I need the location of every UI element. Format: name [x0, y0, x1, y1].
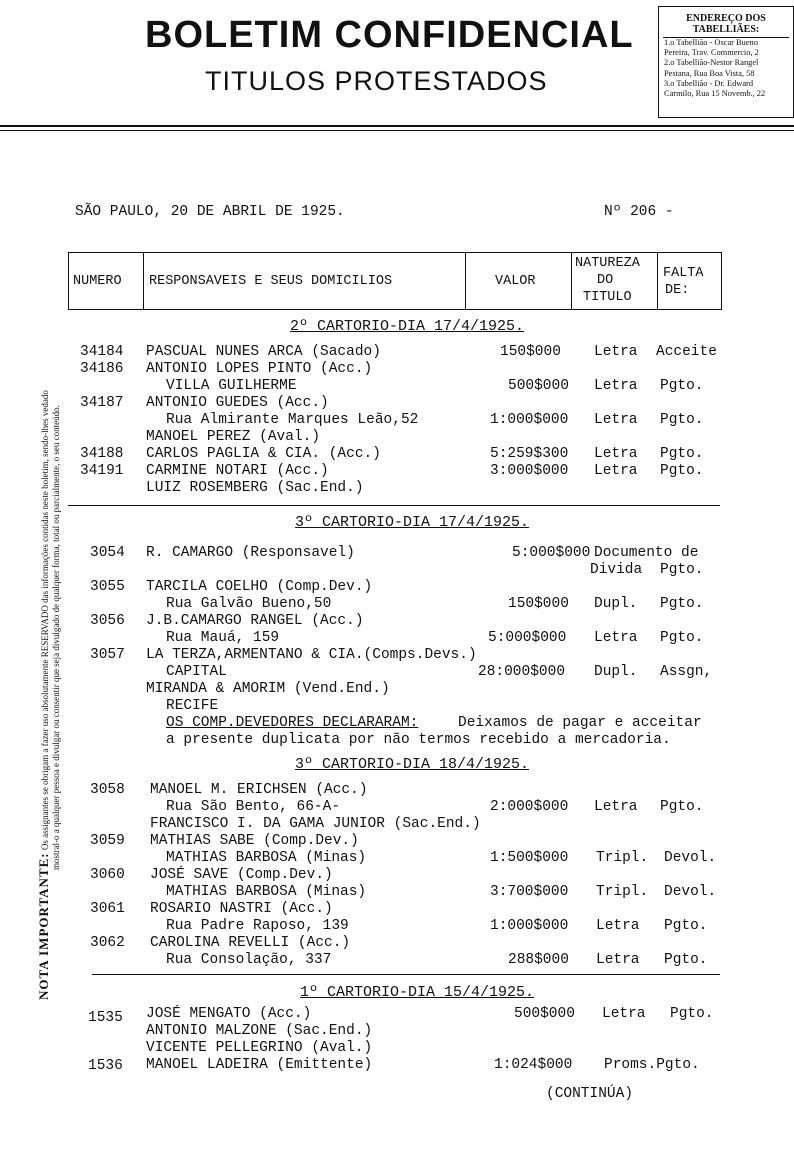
section-heading: 2º CARTORIO-DIA 17/4/1925.	[290, 318, 525, 335]
entry-missing: Pgto.	[660, 562, 704, 578]
entry-nature: Letra	[594, 446, 638, 462]
entry-nature: Letra	[594, 344, 638, 360]
notary-address-box	[658, 6, 794, 118]
entry-responsible: CARMINE NOTARI (Acc.)	[146, 463, 329, 479]
col-natureza-label-1: NATUREZA	[575, 256, 640, 271]
entry-nature: Letra	[596, 918, 640, 934]
col-falta-label-1: FALTA	[663, 266, 704, 281]
entry-missing: Pgto.	[670, 1006, 714, 1022]
entry-address: MATHIAS BARBOSA (Minas)	[166, 884, 367, 900]
entry-responsible: JOSÉ SAVE (Comp.Dev.)	[150, 867, 333, 883]
entry-number: 3061	[90, 901, 125, 917]
entry-responsible: VICENTE PELLEGRINO (Aval.)	[146, 1040, 373, 1056]
entry-number: 3062	[90, 935, 125, 951]
entry-number: 1535	[88, 1010, 123, 1026]
side-note-text-1: Os assignantes se obrigam a fazer uso absolutamente RESERVADO das informações contidas neste boletim, sendo-lhes vedado	[40, 390, 50, 851]
entry-address: CAPITAL	[166, 664, 227, 680]
col-natureza	[571, 253, 658, 309]
address-line: 1.o Tabellião - Oscar Bueno	[664, 38, 758, 47]
bulletin-subtitle: TITULOS PROTESTADOS	[205, 66, 548, 96]
side-note-text-2: mostral-o a qualquer pessoa e divulgar ou consentir que seja divulgado de qualquer forma, total ou parcialmente, o seu conteúdo.	[51, 405, 61, 870]
entry-number: 34191	[80, 463, 124, 479]
entry-number: 3059	[90, 833, 125, 849]
entry-missing: Acceite	[656, 344, 717, 360]
entry-responsible: MANOEL M. ERICHSEN (Acc.)	[150, 782, 368, 798]
entry-address: Rua Mauá, 159	[166, 630, 280, 646]
entry-nature: Tripl.	[596, 884, 649, 900]
entry-value: 1:024$000	[494, 1057, 573, 1073]
entry-missing: Pgto.	[664, 918, 708, 934]
entry-nature: Letra	[594, 412, 638, 428]
entry-address: MATHIAS BARBOSA (Minas)	[166, 850, 367, 866]
header-rule	[0, 125, 794, 127]
section-divider	[68, 505, 720, 506]
entry-missing: Pgto.	[660, 463, 704, 479]
col-numero	[69, 253, 144, 309]
entry-value: 500$000	[514, 1006, 575, 1022]
entry-address: RECIFE	[166, 698, 219, 714]
entry-value: 150$000	[500, 344, 561, 360]
entry-value: 1:000$000	[490, 412, 569, 428]
entry-nature: Dupl.	[594, 596, 638, 612]
entry-value: 150$000	[508, 596, 569, 612]
entry-value: 5:000$000	[512, 545, 591, 561]
entry-responsible: CAROLINA REVELLI (Acc.)	[150, 935, 351, 951]
entry-missing: Pgto.	[660, 630, 704, 646]
entry-responsible: ANTONIO LOPES PINTO (Acc.)	[146, 361, 373, 377]
side-note-label: NOTA IMPORTANTE:	[36, 852, 51, 1000]
entry-responsible: PASCUAL NUNES ARCA (Sacado)	[146, 344, 381, 360]
section-heading: 1º CARTORIO-DIA 15/4/1925.	[300, 984, 535, 1001]
entry-responsible: FRANCISCO I. DA GAMA JUNIOR (Sac.End.)	[150, 816, 481, 832]
entry-responsible: MATHIAS SABE (Comp.Dev.)	[150, 833, 359, 849]
entry-missing: Pgto.	[660, 378, 704, 394]
entry-nature: Tripl.	[596, 850, 649, 866]
entry-responsible: ROSARIO NASTRI (Acc.)	[150, 901, 333, 917]
entry-responsible: MANOEL PEREZ (Aval.)	[146, 429, 321, 445]
section-heading: 3º CARTORIO-DIA 18/4/1925.	[295, 756, 530, 773]
col-natureza-label-3: TITULO	[583, 290, 632, 305]
entry-address: Rua São Bento, 66-A-	[166, 799, 341, 815]
entry-address: Rua Padre Raposo, 139	[166, 918, 349, 934]
entry-value: 3:700$000	[490, 884, 569, 900]
col-valor	[465, 253, 572, 309]
address-line: 3.o Tabellião - Dr. Edward	[664, 78, 754, 88]
entry-address: Rua Almirante Marques Leão,52	[166, 412, 419, 428]
entry-value: 288$000	[508, 952, 569, 968]
entry-responsible: JOSÉ MENGATO (Acc.)	[146, 1006, 312, 1022]
entry-missing: Pgto.	[664, 952, 708, 968]
entry-responsible: TARCILA COELHO (Comp.Dev.)	[146, 579, 373, 595]
entry-nature: Proms.Pgto.	[604, 1057, 700, 1073]
entry-number: 34187	[80, 395, 124, 411]
dateline-date: SÃO PAULO, 20 DE ABRIL DE 1925.	[75, 204, 345, 220]
entry-nature: Letra	[594, 799, 638, 815]
entry-number: 3056	[90, 613, 125, 629]
entry-address: VILLA GUILHERME	[166, 378, 297, 394]
entry-number: 34188	[80, 446, 124, 462]
entry-responsible: J.B.CAMARGO RANGEL (Acc.)	[146, 613, 364, 629]
bulletin-title: BOLETIM CONFIDENCIAL	[145, 14, 634, 56]
col-responsaveis	[143, 253, 466, 309]
entry-nature: Letra	[594, 378, 638, 394]
entry-nature: Dupl.	[594, 664, 638, 680]
entry-responsible: MANOEL LADEIRA (Emittente)	[146, 1057, 373, 1073]
debtor-declaration-label: OS COMP.DEVEDORES DECLARARAM:	[166, 715, 419, 731]
entry-responsible: ANTONIO MALZONE (Sac.End.)	[146, 1023, 373, 1039]
entry-nature: Letra	[602, 1006, 646, 1022]
entry-nature: Letra	[596, 952, 640, 968]
entry-value: 28:000$000	[478, 664, 566, 680]
important-side-note	[38, 200, 68, 1000]
entry-value: 2:000$000	[490, 799, 569, 815]
entry-number: 1536	[88, 1058, 123, 1074]
entry-value: 1:000$000	[490, 918, 569, 934]
address-box-heading: ENDEREÇO DOS TABELLIÃES:	[663, 13, 789, 38]
entry-responsible: MIRANDA & AMORIM (Vend.End.)	[146, 681, 390, 697]
entry-number: 3055	[90, 579, 125, 595]
entry-number: 34184	[80, 344, 124, 360]
entry-missing: Devol.	[664, 850, 717, 866]
entry-missing: Pgto.	[660, 799, 704, 815]
entry-responsible: R. CAMARGO (Responsavel)	[146, 545, 355, 561]
table-header	[68, 252, 722, 310]
debtor-declaration-text: Deixamos de pagar e acceitar a presente duplicata por não termos recebido a mercadoria.	[166, 715, 702, 748]
bulletin-number: Nº 206 -	[604, 204, 674, 220]
address-line: Pestana, Rua Boa Vista, 58	[664, 68, 755, 78]
entry-responsible: ANTONIO GUEDES (Acc.)	[146, 395, 329, 411]
entry-address: Rua Galvão Bueno,50	[166, 596, 332, 612]
entry-number: 34186	[80, 361, 124, 377]
continues-note: (CONTINÚA)	[546, 1086, 634, 1102]
entry-missing: Pgto.	[660, 446, 704, 462]
entry-number: 3054	[90, 545, 125, 561]
section-heading: 3º CARTORIO-DIA 17/4/1925.	[295, 514, 530, 531]
entry-value: 5:000$000	[488, 630, 567, 646]
entry-nature: Documento de	[594, 545, 699, 561]
col-numero-label: NUMERO	[73, 274, 122, 289]
entry-nature: Letra	[594, 463, 638, 479]
address-line: 2.o Tabellião-Nestor Rangel	[664, 58, 759, 68]
entry-missing: Devol.	[664, 884, 717, 900]
col-natureza-label-2: DO	[597, 273, 614, 288]
entry-value: 1:500$000	[490, 850, 569, 866]
entry-value: 3:000$000	[490, 463, 569, 479]
entry-address: Rua Consolação, 337	[166, 952, 332, 968]
entry-missing: Pgto.	[660, 412, 704, 428]
entry-number: 3060	[90, 867, 125, 883]
col-responsaveis-label: RESPONSAVEIS E SEUS DOMICILIOS	[149, 274, 393, 289]
col-falta-label-2: DE:	[665, 283, 690, 298]
address-line: Carmilo, Rua 15 Novemb., 22	[664, 89, 766, 99]
entry-responsible: LUIZ ROSEMBERG (Sac.End.)	[146, 480, 364, 496]
col-falta	[657, 253, 721, 309]
col-valor-label: VALOR	[495, 274, 536, 289]
entry-nature: Letra	[594, 630, 638, 646]
entry-nature-cont: Divida	[590, 562, 643, 578]
entry-value: 5:259$300	[490, 446, 569, 462]
entry-value: 500$000	[508, 378, 569, 394]
address-line: Pereira, Trav. Commercio, 2	[664, 48, 759, 58]
entry-number: 3057	[90, 647, 125, 663]
entry-missing: Assgn,	[660, 664, 713, 680]
entry-number: 3058	[90, 782, 125, 798]
section-divider	[92, 974, 720, 975]
entry-missing: Pgto.	[660, 596, 704, 612]
entry-responsible: LA TERZA,ARMENTANO & CIA.(Comps.Devs.)	[146, 647, 477, 663]
entry-responsible: CARLOS PAGLIA & CIA. (Acc.)	[146, 446, 381, 462]
header-rule-thin	[0, 130, 794, 131]
